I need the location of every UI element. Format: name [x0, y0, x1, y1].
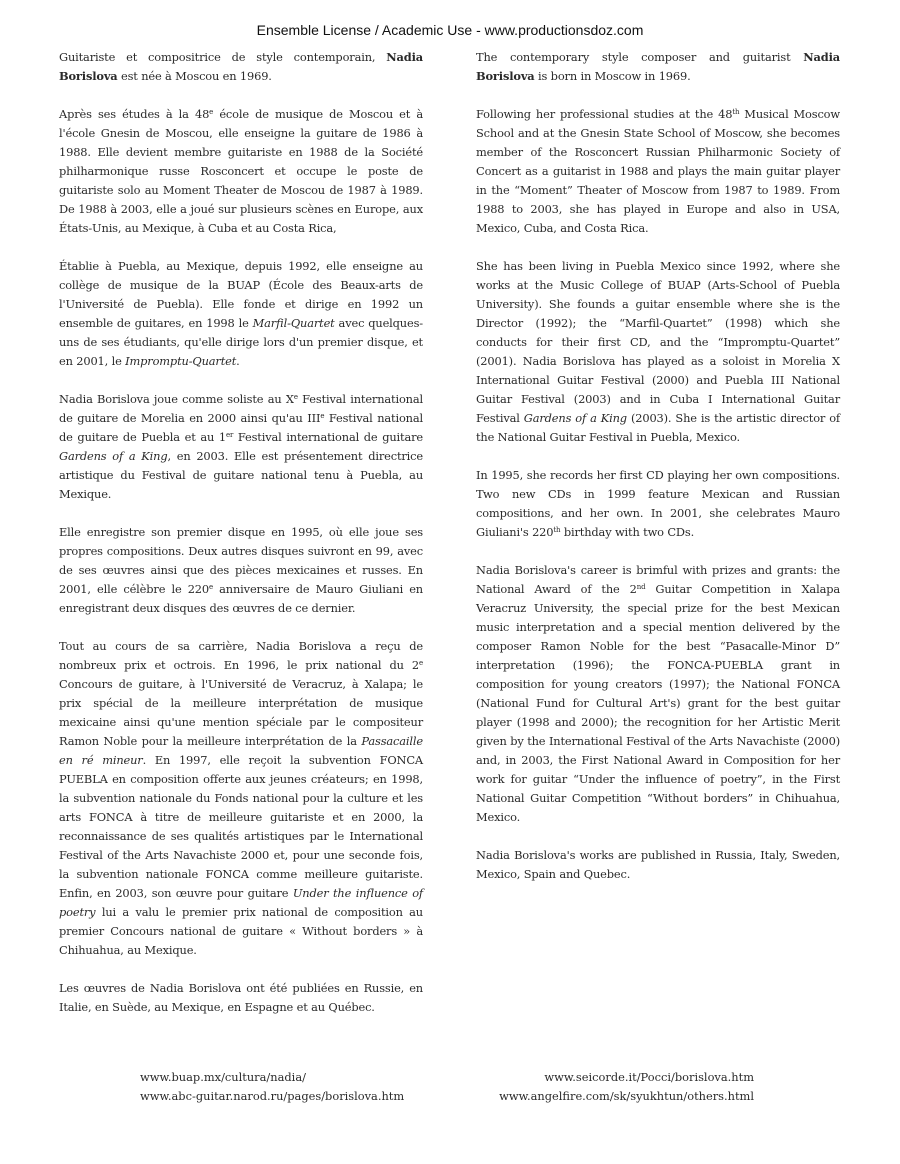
en-paragraph-3: She has been living in Puebla Mexico since 1992, where she works at the Music College of BUAP (Arts-School of Puebla University). She founds a guitar ensemble where she is the Director (1992); the “Marfil-Quartet” (1998) which she conducts for their first CD, and the “Impromptu-Quartet” (2001). Nadia Borislova has played as a soloist in Morelia X International Guitar Festival (2000) and Puebla III National Guitar Festival (2003) and in Cuba I International Guitar Festival Gardens of a King (2003). She is the artistic director of the National Guitar Festival in Puebla, Mexico.	[476, 259, 840, 444]
link-buap[interactable]: www.buap.mx/cultura/nadia/	[140, 1070, 306, 1084]
fr-artist-name: Nadia Borislova	[59, 50, 423, 83]
en-links	[484, 1068, 754, 1106]
en-artist-name: Nadia Borislova	[476, 50, 840, 83]
french-column	[59, 48, 423, 1036]
fr-paragraph-5: Elle enregistre son premier disque en 1995, où elle joue ses propres compositions. Deux autres disques suivront en 99, avec de ses œuvres ainsi que des pièces mexicaines et russes. En 2001, elle célèbre le 220e anniversaire de Mauro Giuliani en enregistrant deux disques des œuvres de ce dernier.	[59, 525, 423, 615]
fr-paragraph-2: Après ses études à la 48e école de musique de Moscou et à l'école Gnesin de Moscou, elle enseigne la guitare de 1986 à 1988. Elle devient membre guitariste en 1988 de la Société philharmonique russe Rosconcert et occupe le poste de guitariste solo au Moment Theater de Moscou de 1987 à 1989. De 1988 à 2003, elle a joué sur plusieurs scènes en Europe, aux États-Unis, au Mexique, à Cuba et au Costa Rica,	[59, 107, 423, 235]
fr-links	[140, 1068, 404, 1106]
fr-paragraph-6: Tout au cours de sa carrière, Nadia Borislova a reçu de nombreux prix et octrois. En 1996, le prix national du 2e Concours de guitare, à l'Université de Veracruz, à Xalapa; le prix spécial de la meilleure interprétation de musique mexicaine ainsi qu'une mention spéciale par le compositeur Ramon Noble pour la meilleure interprétation de la Passacaille en ré mineur. En 1997, elle reçoit la subvention FONCA PUEBLA en composition offerte aux jeunes créateurs; en 1998, la subvention nationale du Fonds national pour la culture et les arts FONCA à titre de meilleure guitariste et en 2000, la reconnaissance de ses qualités artistiques par le International Festival of the Arts Navachiste 2000 et, pour une seconde fois, la subvention nationale FONCA comme meilleure guitariste. Enfin, en 2003, son œuvre pour guitare Under the influence of poetry lui a valu le premier prix national de composition au premier Concours national de guitare « Without borders » à Chihuahua, au Mexique.	[59, 639, 423, 957]
license-header: Ensemble License / Academic Use - www.productionsdoz.com	[256, 22, 644, 38]
link-angelfire[interactable]: www.angelfire.com/sk/syukhtun/others.html	[499, 1089, 754, 1103]
fr-paragraph-1: Guitariste et compositrice de style contemporain, Nadia Borislova est née à Moscou en 1969.	[59, 50, 423, 83]
link-seicorde[interactable]: www.seicorde.it/Pocci/borislova.htm	[544, 1070, 754, 1084]
fr-paragraph-7: Les œuvres de Nadia Borislova ont été publiées en Russie, en Italie, en Suède, au Mexique, en Espagne et au Québec.	[59, 981, 423, 1014]
en-paragraph-4: In 1995, she records her first CD playing her own compositions. Two new CDs in 1999 feature Mexican and Russian compositions, and her own. In 2001, she celebrates Mauro Giuliani's 220th birthday with two CDs.	[476, 468, 840, 539]
english-column	[476, 48, 840, 903]
fr-paragraph-3: Établie à Puebla, au Mexique, depuis 1992, elle enseigne au collège de musique de la BUAP (École des Beaux-arts de l'Université de Puebla). Elle fonde et dirige en 1992 un ensemble de guitares, en 1998 le Marfil-Quartet avec quelques-uns de ses étudiants, qu'elle dirige lors d'un premier disque, et en 2001, le Impromptu-Quartet.	[59, 259, 423, 368]
en-paragraph-1: The contemporary style composer and guitarist Nadia Borislova is born in Moscow in 1969.	[476, 50, 840, 83]
link-abc-guitar[interactable]: www.abc-guitar.narod.ru/pages/borislova.htm	[140, 1089, 405, 1103]
en-paragraph-5: Nadia Borislova's career is brimful with prizes and grants: the National Award of the 2nd Guitar Competition in Xalapa Veracruz University, the special prize for the best Mexican music interpretation and a special mention delivered by the composer Ramon Noble for the best “Pasacalle-Minor D” interpretation (1996); the FONCA-PUEBLA grant in composition for young creators (1997); the National FONCA (National Fund for Cultural Art's) grant for the best guitar player (1998 and 2000); the recognition for her Artistic Merit given by the International Festival of the Arts Navachiste (2000) and, in 2003, the First National Award in Composition for her work for guitar “Under the influence of poetry”, in the First National Guitar Competition “Without borders” in Chihuahua, Mexico.	[476, 563, 840, 824]
fr-paragraph-4: Nadia Borislova joue comme soliste au Xe Festival international de guitare de Morelia en 2000 ainsi qu'au IIIe Festival national de guitare de Puebla et au 1er Festival international de guitare Gardens of a King, en 2003. Elle est présentement directrice artistique du Festival de guitare national tenu à Puebla, au Mexique.	[59, 392, 424, 501]
en-paragraph-6: Nadia Borislova's works are published in Russia, Italy, Sweden, Mexico, Spain and Quebec.	[476, 848, 840, 881]
en-paragraph-2: Following her professional studies at the 48th Musical Moscow School and at the Gnesin State School of Moscow, she becomes member of the Rosconcert Russian Philharmonic Society of Concert as a guitarist in 1988 and plays the main guitar player in the “Moment” Theater of Moscow from 1987 to 1989. From 1988 to 2003, she has played in Europe and also in USA, Mexico, Cuba, and Costa Rica.	[476, 107, 840, 235]
